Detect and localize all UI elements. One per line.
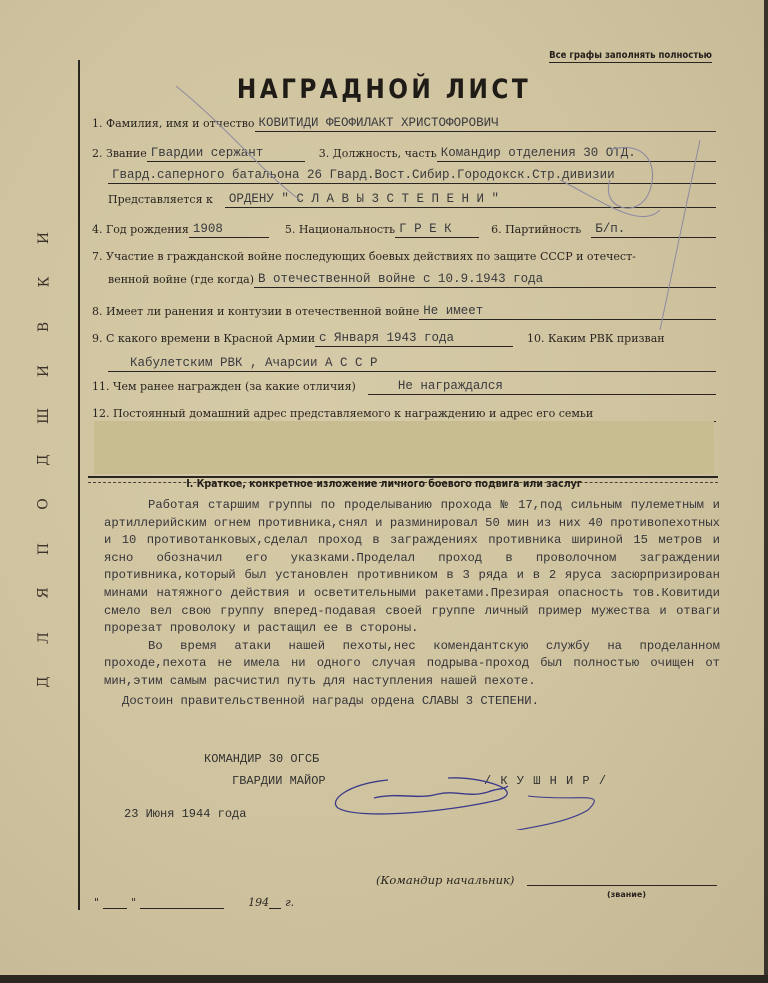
field-label: 10. Каким РВК призван [527, 332, 665, 345]
rank-label: (звание) [607, 890, 646, 899]
side-letter: Я [36, 587, 52, 599]
side-letter: К [36, 276, 52, 288]
field-value-nationality: Г Р Е К [395, 222, 479, 238]
side-letter: В [35, 321, 52, 332]
commander-label: (Командир начальник) [376, 873, 515, 887]
field-value-service-since: с Января 1943 года [315, 331, 513, 347]
day-blank [103, 902, 127, 909]
signer-rank: ГВАРДИИ МАЙОР [232, 774, 326, 788]
commander-signature-line [527, 885, 717, 886]
field-value-position: Командир отделения 30 ОТД. [437, 146, 716, 162]
field-previous-awards [92, 373, 716, 395]
field-label: Представляется к [108, 193, 213, 206]
date-quote-close: " [131, 896, 137, 909]
narrative-paragraph: Работая старшим группы по проделыванию прохода № 17,под сильным пулеметным и артиллерийским огнем противника,снял и разминировал 50 мин из них 40 противопехотных и 10 противотанковых,сделал проход в заграждениях противника шириной 15 метров и ясно обозначил его указками.Проделал проход в проволочном заграждении противника,который был установлен противником в 3 ряда и в 2 яруса засюрпризирован минами натяжного действия и осветительными ракетами.Презирая опасность тов.Ковитиди смело вел свою группу вперед-подавая своей группе личный пример мужества и отваги прорезат проволоку и растащил ее в стороны. [104, 498, 720, 636]
side-letter: О [35, 498, 52, 511]
document-title: НАГРАДНОЙ ЛИСТ [236, 74, 532, 105]
field-label: венной войне (где когда) [108, 273, 255, 286]
scan-edge-right [764, 0, 768, 983]
field-war-participation [108, 266, 716, 288]
year-prefix: 194 [248, 896, 270, 909]
redacted-address-area [94, 421, 714, 474]
field-nominated-for [108, 186, 716, 208]
field-label: 4. Год рождения [92, 223, 189, 236]
field-value-rank: Гвардии сержант [147, 146, 305, 162]
field-draft-office [108, 350, 716, 372]
field-label: 11. Чем ранее награжден (за какие отличия) [92, 380, 356, 393]
field-full-name [92, 110, 716, 132]
side-letter: Д [35, 454, 52, 466]
field-position-continued [108, 162, 716, 184]
signer-name: / К У Ш Н И Р / [484, 774, 608, 788]
handwritten-signature [328, 770, 628, 830]
side-letter: П [36, 542, 52, 555]
field-value-war-participation: В отечественной войне с 10.9.1943 года [254, 272, 716, 288]
field-value-unit: Гвард.саперного батальона 26 Гвард.Вост.Сибир.Городокск.Стр.дивизии [108, 168, 716, 184]
side-letter: И [36, 231, 52, 245]
instruction-note: Все графы заполнять полностью [549, 50, 712, 61]
field-label: 6. Партийность [491, 223, 582, 236]
side-letter: Л [36, 631, 52, 644]
field-label: 1. Фамилия, имя и отчество [92, 117, 255, 130]
field-home-address [92, 400, 716, 422]
field-value-party: Б/п. [591, 222, 716, 238]
field-label: 5. Национальность [284, 223, 396, 236]
side-letter: Д [35, 676, 52, 688]
scan-edge-bottom [0, 975, 768, 983]
narrative-conclusion: Достоин правительственной награды ордена СЛАВЫ 3 СТЕПЕНИ. [122, 693, 539, 708]
side-letter: Ш [35, 407, 52, 424]
narrative-paragraph: Во время атаки нашей пехоты,нес комендантскую службу на проделанном проходе,пехота не имела ни одного случая подрыва-проход был полностью очищен от мин,этим самым расчистил путь для наступления нашей пехоте. [104, 638, 720, 688]
field-value-full-name: КОВИТИДИ ФЕОФИЛАКТ ХРИСТОФОРОВИЧ [255, 116, 716, 132]
citation-date: 23 Июня 1944 года [124, 807, 247, 821]
field-value-award: ОРДЕНУ " С Л А В Ы 3 С Т Е П Е Н И " [225, 192, 716, 208]
field-label: 12. Постоянный домашний адрес представляемого к награждению и адрес его семьи [92, 407, 594, 420]
field-label: 9. С какого времени в Красной Армии [92, 332, 316, 345]
field-service-since [92, 325, 716, 347]
section-heading: I. Краткое, конкретное изложение личного боевого подвига или заслуг [186, 478, 582, 490]
field-value-draft-office: Кабулетским РВК , Ачарсии А С С Р [108, 356, 716, 372]
binding-side-text [14, 230, 74, 690]
side-letter: И [36, 365, 52, 378]
field-value-wounds: Не имеет [419, 304, 716, 320]
month-blank [140, 902, 224, 909]
field-value-birth-year: 1908 [189, 222, 269, 238]
signer-title: КОМАНДИР 30 ОГСБ [204, 752, 320, 766]
field-rank-position [92, 140, 716, 162]
citation-narrative [104, 497, 720, 710]
field-war-participation-label [92, 243, 716, 265]
field-label: 2. Звание [92, 147, 147, 160]
footer-date-line [94, 896, 294, 909]
date-quote-open: " [94, 896, 100, 909]
field-value-previous-awards: Не награждался [368, 379, 716, 395]
year-blank [269, 902, 281, 909]
field-label: 8. Имеет ли ранения и контузии в отечественной войне [92, 305, 420, 318]
field-birth-nationality-party [92, 216, 716, 238]
field-label: 3. Должность, часть [318, 147, 437, 160]
field-label: 7. Участие в гражданской войне последующих боевых действиях по защите СССР и отечест- [92, 250, 636, 263]
field-wounds [92, 298, 716, 320]
year-suffix: г. [285, 896, 295, 909]
